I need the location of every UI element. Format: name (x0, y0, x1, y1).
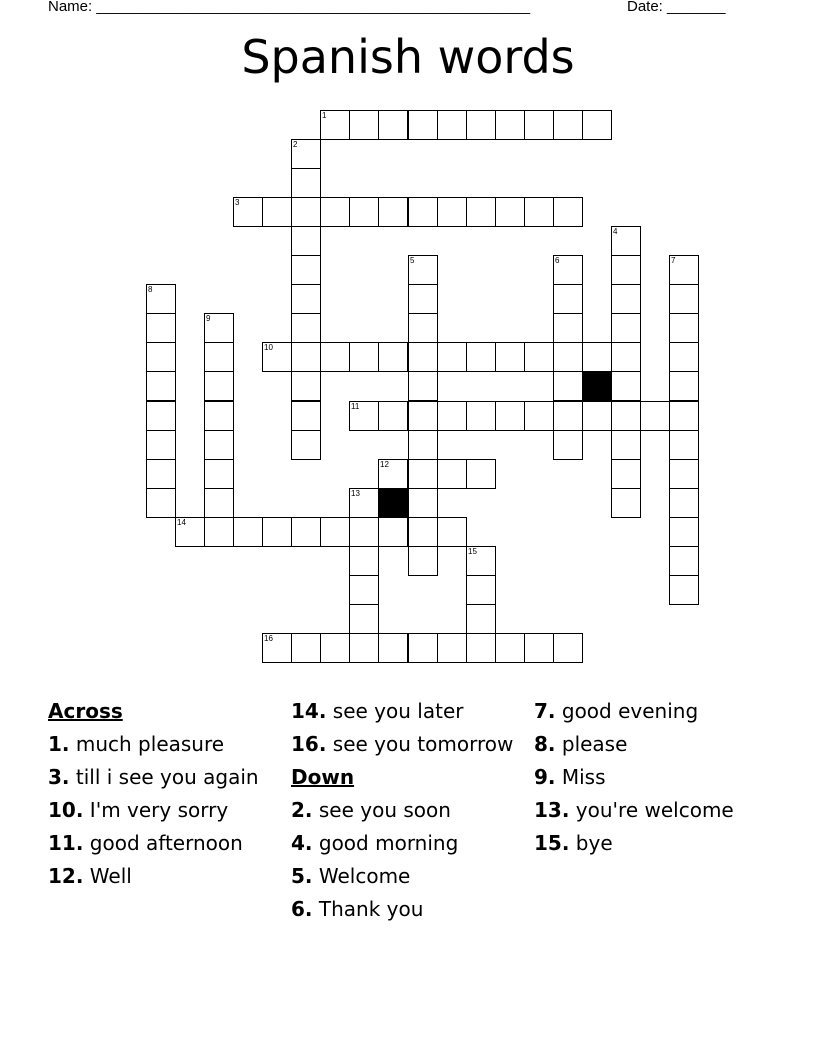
clue-number: 11. (48, 831, 84, 855)
grid-cell[interactable] (204, 488, 234, 518)
clue-column-1 (48, 700, 284, 898)
grid-cell[interactable] (611, 255, 641, 285)
grid-cell[interactable] (437, 459, 467, 489)
clue-item (291, 700, 527, 723)
grid-cell[interactable] (553, 633, 583, 663)
grid-cell[interactable] (204, 342, 234, 372)
clue-text: I'm very sorry (83, 798, 229, 822)
grid-cell[interactable] (408, 633, 438, 663)
grid-cell[interactable] (408, 430, 438, 460)
grid-cell[interactable] (611, 313, 641, 343)
clue-number: 9. (534, 765, 556, 789)
grid-clue-number: 9 (206, 314, 211, 323)
grid-cell[interactable] (146, 430, 176, 460)
grid-cell[interactable] (146, 284, 176, 314)
grid-cell[interactable] (378, 401, 408, 431)
clue-number: 7. (534, 699, 556, 723)
grid-cell[interactable] (233, 197, 263, 227)
grid-cell[interactable] (204, 401, 234, 431)
grid-cell[interactable] (291, 517, 321, 547)
grid-cell[interactable] (611, 284, 641, 314)
grid-cell[interactable] (611, 226, 641, 256)
grid-cell[interactable] (466, 604, 496, 634)
grid-cell[interactable] (495, 401, 525, 431)
grid-cell[interactable] (669, 401, 699, 431)
grid-cell[interactable] (378, 110, 408, 140)
clue-column-3 (534, 700, 770, 865)
grid-cell[interactable] (669, 255, 699, 285)
grid-cell[interactable] (291, 197, 321, 227)
clue-text: see you soon (312, 798, 451, 822)
grid-cell[interactable] (553, 284, 583, 314)
clue-number: 8. (534, 732, 556, 756)
grid-cell[interactable] (204, 371, 234, 401)
grid-cell[interactable] (669, 488, 699, 518)
grid-cell[interactable] (466, 401, 496, 431)
grid-cell[interactable] (582, 401, 612, 431)
grid-cell[interactable] (611, 401, 641, 431)
grid-cell[interactable] (669, 284, 699, 314)
clue-item (291, 733, 527, 756)
clue-item (291, 898, 527, 921)
grid-cell[interactable] (611, 430, 641, 460)
grid-cell[interactable] (408, 546, 438, 576)
grid-cell[interactable] (524, 401, 554, 431)
grid-cell[interactable] (611, 342, 641, 372)
grid-cell[interactable] (378, 517, 408, 547)
grid-cell[interactable] (408, 371, 438, 401)
grid-clue-number: 15 (468, 547, 477, 556)
clue-number: 1. (48, 732, 70, 756)
grid-cell[interactable] (291, 430, 321, 460)
clue-item (534, 700, 770, 723)
grid-cell[interactable] (262, 633, 292, 663)
clue-number: 5. (291, 864, 313, 888)
grid-clue-number: 7 (671, 256, 676, 265)
grid-cell[interactable] (291, 168, 321, 198)
grid-cell[interactable] (146, 371, 176, 401)
grid-cell[interactable] (437, 633, 467, 663)
grid-cell[interactable] (204, 430, 234, 460)
grid-cell[interactable] (320, 342, 350, 372)
grid-cell[interactable] (553, 110, 583, 140)
clue-text: good evening (555, 699, 699, 723)
grid-cell[interactable] (408, 284, 438, 314)
clue-item (534, 733, 770, 756)
grid-cell[interactable] (437, 401, 467, 431)
grid-cell[interactable] (437, 197, 467, 227)
grid-cell[interactable] (146, 401, 176, 431)
grid-cell[interactable] (669, 517, 699, 547)
grid-clue-number: 11 (351, 402, 360, 411)
grid-cell[interactable] (408, 517, 438, 547)
clue-item (48, 799, 284, 822)
grid-cell[interactable] (349, 110, 379, 140)
grid-cell[interactable] (466, 575, 496, 605)
clue-item (534, 832, 770, 855)
clue-text: please (555, 732, 628, 756)
grid-cell[interactable] (524, 197, 554, 227)
date-field-label: Date: _______ (627, 0, 726, 15)
clue-item (48, 865, 284, 888)
grid-cell[interactable] (611, 488, 641, 518)
grid-cell[interactable] (524, 342, 554, 372)
grid-clue-number: 4 (613, 227, 618, 236)
grid-cell[interactable] (349, 633, 379, 663)
clue-text: much pleasure (69, 732, 225, 756)
grid-cell[interactable] (408, 313, 438, 343)
grid-cell[interactable] (553, 197, 583, 227)
grid-cell[interactable] (553, 313, 583, 343)
grid-cell[interactable] (349, 488, 379, 518)
grid-cell[interactable] (233, 517, 263, 547)
clue-number: 14. (291, 699, 327, 723)
grid-cell[interactable] (291, 255, 321, 285)
clue-item (291, 865, 527, 888)
clue-text: Welcome (312, 864, 411, 888)
grid-clue-number: 10 (264, 343, 273, 352)
grid-cell[interactable] (320, 633, 350, 663)
clue-item (534, 799, 770, 822)
clue-text: bye (569, 831, 613, 855)
clue-number: 2. (291, 798, 313, 822)
grid-cell[interactable] (408, 197, 438, 227)
grid-cell[interactable] (175, 517, 205, 547)
grid-cell[interactable] (669, 371, 699, 401)
grid-cell[interactable] (349, 197, 379, 227)
clue-text: Miss (555, 765, 606, 789)
grid-cell[interactable] (262, 342, 292, 372)
grid-cell[interactable] (146, 459, 176, 489)
grid-cell[interactable] (466, 459, 496, 489)
grid-cell[interactable] (669, 342, 699, 372)
grid-cell[interactable] (611, 371, 641, 401)
grid-cell[interactable] (408, 255, 438, 285)
grid-cell[interactable] (349, 546, 379, 576)
grid-cell[interactable] (291, 401, 321, 431)
clue-column-2 (291, 700, 527, 931)
grid-cell[interactable] (640, 401, 670, 431)
grid-cell[interactable] (553, 371, 583, 401)
grid-cell[interactable] (669, 546, 699, 576)
clue-item (48, 766, 284, 789)
grid-cell[interactable] (466, 110, 496, 140)
grid-cell[interactable] (378, 633, 408, 663)
grid-cell[interactable] (349, 517, 379, 547)
grid-cell[interactable] (408, 110, 438, 140)
clue-number: 13. (534, 798, 570, 822)
grid-cell[interactable] (495, 110, 525, 140)
grid-cell[interactable] (669, 459, 699, 489)
grid-cell[interactable] (582, 110, 612, 140)
grid-cell[interactable] (262, 517, 292, 547)
grid-cell[interactable] (553, 342, 583, 372)
clue-text: Well (83, 864, 132, 888)
grid-clue-number: 16 (264, 634, 273, 643)
grid-cell[interactable] (291, 633, 321, 663)
grid-cell[interactable] (349, 342, 379, 372)
page-title: Spanish words (241, 30, 575, 84)
clue-text: good morning (312, 831, 459, 855)
clue-section-heading: Down (291, 765, 355, 789)
clue-number: 3. (48, 765, 70, 789)
clue-item (48, 832, 284, 855)
grid-cell[interactable] (466, 633, 496, 663)
grid-black-cell (582, 371, 612, 401)
grid-cell[interactable] (204, 313, 234, 343)
grid-clue-number: 3 (235, 198, 240, 207)
grid-clue-number: 2 (293, 140, 298, 149)
grid-cell[interactable] (553, 401, 583, 431)
grid-cell[interactable] (378, 459, 408, 489)
grid-cell[interactable] (408, 488, 438, 518)
grid-cell[interactable] (495, 197, 525, 227)
grid-cell[interactable] (262, 197, 292, 227)
grid-cell[interactable] (553, 430, 583, 460)
grid-cell[interactable] (349, 604, 379, 634)
clue-text: you're welcome (569, 798, 734, 822)
clue-number: 6. (291, 897, 313, 921)
grid-cell[interactable] (146, 313, 176, 343)
grid-cell[interactable] (553, 255, 583, 285)
grid-cell[interactable] (582, 342, 612, 372)
grid-cell[interactable] (378, 342, 408, 372)
grid-cell[interactable] (291, 284, 321, 314)
grid-cell[interactable] (320, 517, 350, 547)
grid-cell[interactable] (204, 517, 234, 547)
grid-cell[interactable] (408, 342, 438, 372)
grid-cell[interactable] (524, 633, 554, 663)
grid-cell[interactable] (408, 459, 438, 489)
grid-cell[interactable] (291, 139, 321, 169)
clue-section-heading: Across (48, 699, 123, 723)
grid-cell[interactable] (669, 313, 699, 343)
grid-cell[interactable] (524, 110, 554, 140)
grid-cell[interactable] (349, 575, 379, 605)
clue-item (291, 799, 527, 822)
grid-cell[interactable] (291, 226, 321, 256)
grid-cell[interactable] (320, 197, 350, 227)
grid-clue-number: 5 (410, 256, 415, 265)
grid-cell[interactable] (146, 488, 176, 518)
grid-cell[interactable] (291, 342, 321, 372)
clue-text: Thank you (312, 897, 424, 921)
grid-cell[interactable] (437, 342, 467, 372)
clue-text: good afternoon (83, 831, 243, 855)
grid-cell[interactable] (466, 197, 496, 227)
clue-number: 16. (291, 732, 327, 756)
clue-item (48, 733, 284, 756)
clue-text: till i see you again (69, 765, 259, 789)
grid-cell[interactable] (437, 517, 467, 547)
clue-text: see you tomorrow (326, 732, 514, 756)
grid-cell[interactable] (320, 110, 350, 140)
clue-text: see you later (326, 699, 464, 723)
clue-item (534, 766, 770, 789)
name-field-label: Name: ____________________________________________________ (48, 0, 531, 15)
grid-clue-number: 14 (177, 518, 186, 527)
grid-clue-number: 1 (322, 111, 327, 120)
grid-cell[interactable] (437, 110, 467, 140)
grid-clue-number: 13 (351, 489, 360, 498)
grid-cell[interactable] (408, 401, 438, 431)
grid-cell[interactable] (466, 546, 496, 576)
grid-cell[interactable] (204, 459, 234, 489)
clue-number: 10. (48, 798, 84, 822)
grid-cell[interactable] (466, 342, 496, 372)
grid-cell[interactable] (495, 342, 525, 372)
clue-number: 4. (291, 831, 313, 855)
grid-cell[interactable] (495, 633, 525, 663)
clue-item (291, 832, 527, 855)
grid-clue-number: 12 (380, 460, 389, 469)
grid-cell[interactable] (669, 575, 699, 605)
clue-number: 12. (48, 864, 84, 888)
grid-cell[interactable] (146, 342, 176, 372)
grid-cell[interactable] (291, 371, 321, 401)
grid-cell[interactable] (378, 197, 408, 227)
grid-cell[interactable] (611, 459, 641, 489)
grid-cell[interactable] (669, 430, 699, 460)
grid-clue-number: 6 (555, 256, 560, 265)
grid-clue-number: 8 (148, 285, 153, 294)
grid-cell[interactable] (349, 401, 379, 431)
clue-number: 15. (534, 831, 570, 855)
grid-cell[interactable] (291, 313, 321, 343)
grid-black-cell (378, 488, 408, 518)
